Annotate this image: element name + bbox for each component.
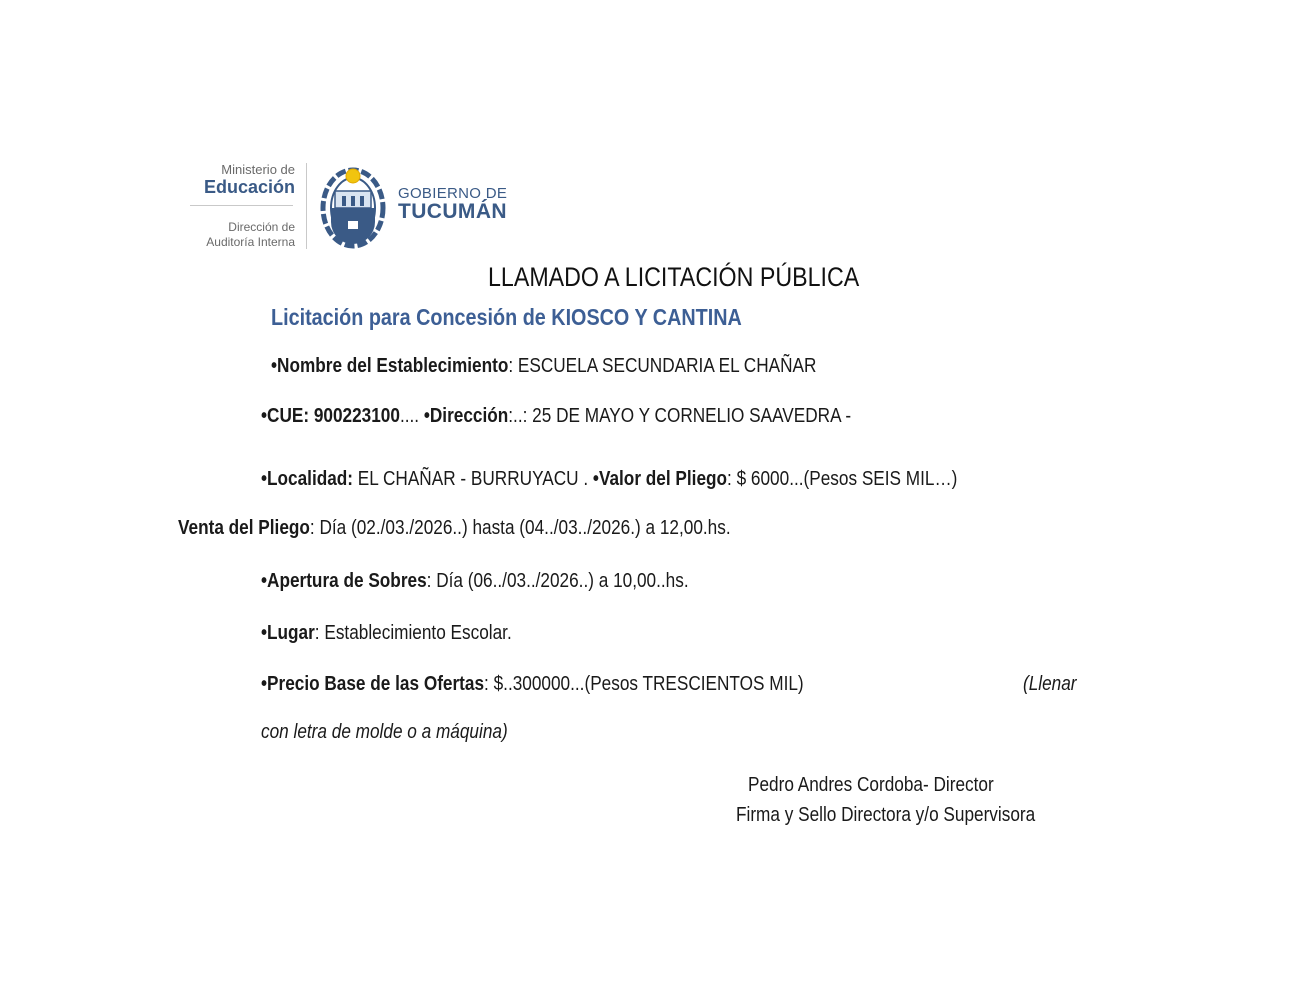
field-cue-direccion [261, 405, 947, 428]
field-venta-pliego [178, 517, 821, 540]
field-label: •Valor del Pliego [592, 468, 728, 490]
field-label: •Dirección [423, 405, 509, 427]
signature-caption: Firma y Sello Directora y/o Supervisora [736, 804, 1036, 826]
field-value: : ESCUELA SECUNDARIA EL CHAÑAR [508, 355, 817, 377]
fill-instruction-note: (Llenar [1023, 673, 1077, 695]
logo-divider-horizontal [190, 205, 293, 206]
field-value: EL CHAÑAR - BURRUYACU . [353, 468, 593, 490]
field-value: : Día (02./03./2026..) hasta (04../03../2026.) a 12,00.hs. [309, 517, 731, 539]
field-value: : Establecimiento Escolar. [314, 622, 512, 644]
field-separator: .... [399, 405, 424, 427]
field-apertura [261, 570, 758, 593]
field-label: •CUE: 900223100 [261, 405, 400, 427]
field-label: Venta del Pliego [178, 517, 310, 539]
field-establecimiento [271, 355, 905, 378]
field-precio-base [261, 673, 892, 696]
field-value: : $..300000...(Pesos TRESCIENTOS MIL) [484, 673, 804, 695]
signatory-name: Pedro Andres Cordoba- Director [748, 774, 994, 796]
logo-divider-vertical [306, 163, 307, 249]
ministry-line-3: Dirección de [228, 220, 295, 234]
field-value: : $ 6000...(Pesos SEIS MIL…) [727, 468, 958, 490]
field-label: •Lugar [261, 622, 315, 644]
field-value: : Día (06../03../2026..) a 10,00..hs. [426, 570, 689, 592]
document-subtitle: Licitación para Concesión de KIOSCO Y CANTINA [271, 304, 742, 330]
field-lugar [261, 622, 553, 645]
header-logo [178, 155, 523, 255]
ministry-name: Educación [203, 177, 295, 197]
document-title: LLAMADO A LICITACIÓN PÚBLICA [488, 262, 860, 292]
field-label: •Localidad: [261, 468, 354, 490]
government-line-1: GOBIERNO DE [398, 185, 508, 202]
field-label: •Apertura de Sobres [261, 570, 427, 592]
field-label: •Nombre del Establecimiento [271, 355, 509, 377]
ministry-line-4: Auditoría Interna [206, 235, 295, 249]
fill-instruction-note-continued: con letra de molde o a máquina) [261, 721, 508, 743]
field-label: •Precio Base de las Ofertas [261, 673, 485, 695]
field-value: :..: 25 DE MAYO Y CORNELIO SAAVEDRA - [508, 405, 852, 427]
ministry-line-1: Ministerio de [221, 162, 295, 177]
government-name: TUCUMÁN [398, 200, 507, 223]
tucuman-coat-of-arms-icon [318, 161, 388, 251]
field-localidad-valor [261, 468, 1071, 491]
